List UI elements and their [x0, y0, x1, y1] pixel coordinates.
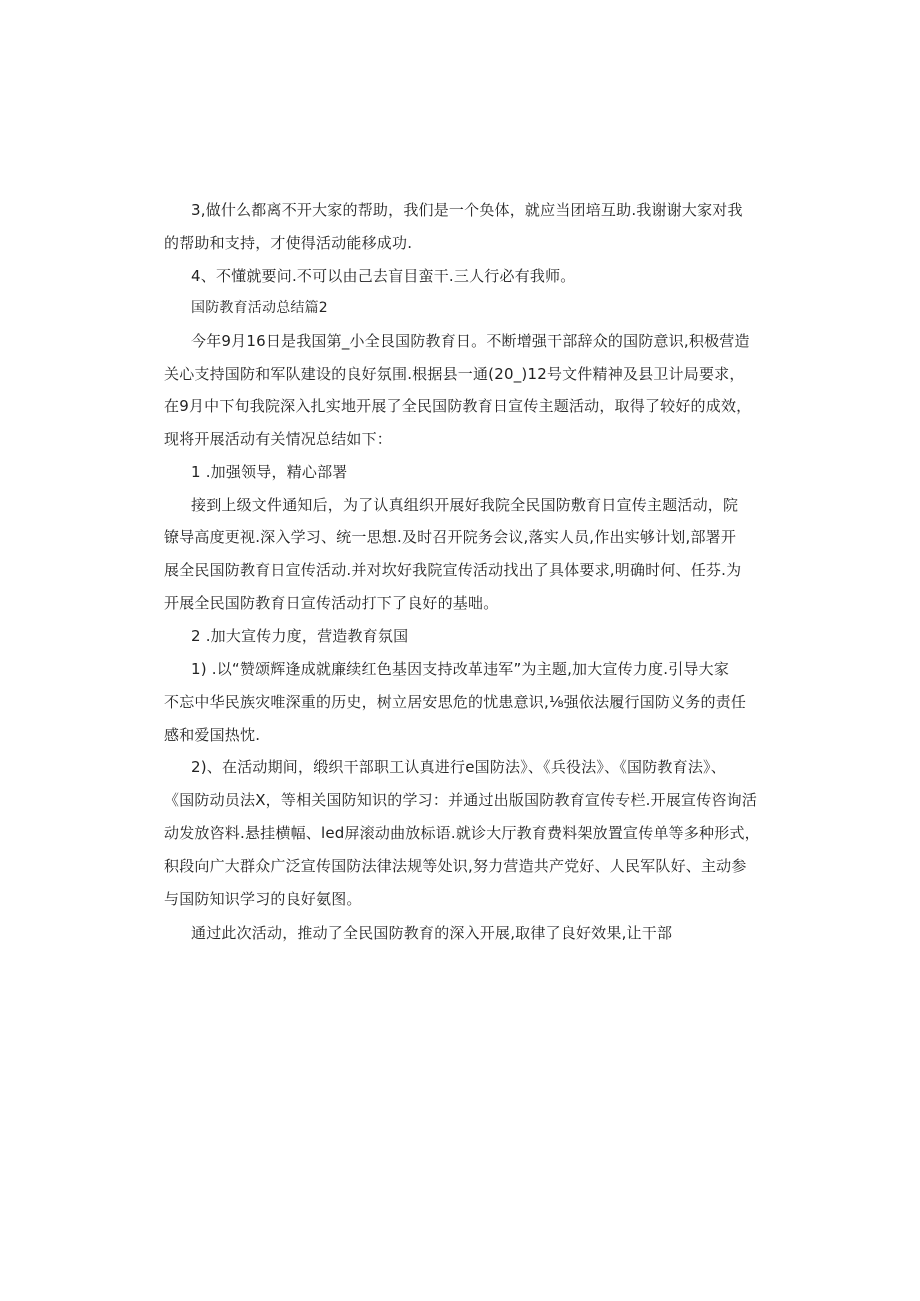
- subheading: 2 .加大宣传力度，营造教育氛国: [191, 627, 409, 645]
- paragraph-line: 4、不懂就要问.不可以由己去盲目蛮干.三人行必有我师。: [191, 267, 576, 285]
- paragraph-line: 接到上级文件通知后，为了认真组织开展好我院全民国防敷育日宣传主题活动，院: [191, 496, 739, 514]
- paragraph-line: 《国防动员法X，等相关国防知识的学习：并通过出版国防教育宣传专栏.开展宣传咨询活: [164, 791, 758, 809]
- paragraph-line: 2)、在活动期间，缎织干部职工认真进行e国防法》、《兵役法》、《国防教育法》、: [191, 758, 726, 776]
- paragraph-line: 的帮助和支持，才使得活动能移成功.: [164, 234, 413, 252]
- paragraph-line: 与国防知识学习的良好氨图。: [164, 890, 362, 908]
- paragraph-line: 今年9月16日是我国第_小全艮国防教育日。不断增强干部辞众的国防意识,积极营造: [191, 332, 750, 350]
- paragraph-line: 不忘中华民族灾唯深重的历史，树立居安思危的忧患意识,⅛强依法履行国防义务的责任: [164, 693, 747, 711]
- section-heading: 国防教育活动总结篇2: [191, 300, 328, 316]
- paragraph-line: 现将开展活动有关情况总结如下：: [164, 430, 393, 448]
- paragraph-line: 1) .以“赞颂辉逢成就廉续红色基因支持改革违军”为主题,加大宣传力度.引导大家: [191, 660, 730, 678]
- paragraph-line: 在9月中下旬我院深入扎实地开展了全民国防教育日宣传主题活动，取得了较好的成效，: [164, 397, 752, 415]
- paragraph-line: 镣导高度更视.深入学习、统一思想.及时召开院务会议,落实人员,作出实够计划,部署开: [164, 528, 737, 546]
- paragraph-line: 3,做什么都离不开大家的帮助，我们是一个奂体，就应当团培互助.我谢谢大家对我: [191, 201, 743, 219]
- paragraph-line: 动发放咨料.悬挂横幅、led屏滚动曲放标语.就诊大厅教育费料架放置宣传单等多种形式，: [164, 824, 760, 842]
- paragraph-line: 展全民国防教育日宣传活动.并对坎好我院宣传活动找出了具体要求,明确时何、任芬.为: [164, 561, 742, 579]
- paragraph-line: 通过此次活动，推动了全民国防教育的深入开展,取律了良好效果,让干部: [191, 924, 673, 942]
- paragraph-line: 开展全民国防教育日宣传活动打下了良好的基咄。: [164, 594, 499, 612]
- paragraph-line: 关心支持国防和军队建设的良好氛围.根据县一通(20_)12号文件精神及县卫计局要求，: [164, 365, 745, 383]
- subheading: 1 .加强领导，精心部署: [191, 463, 348, 481]
- paragraph-line: 积段向广大群众广泛宣传国防法律法规等处识,努力营造共产党好、人民军队好、主动参: [164, 857, 747, 875]
- paragraph-line: 感和爱国热忱.: [164, 726, 261, 744]
